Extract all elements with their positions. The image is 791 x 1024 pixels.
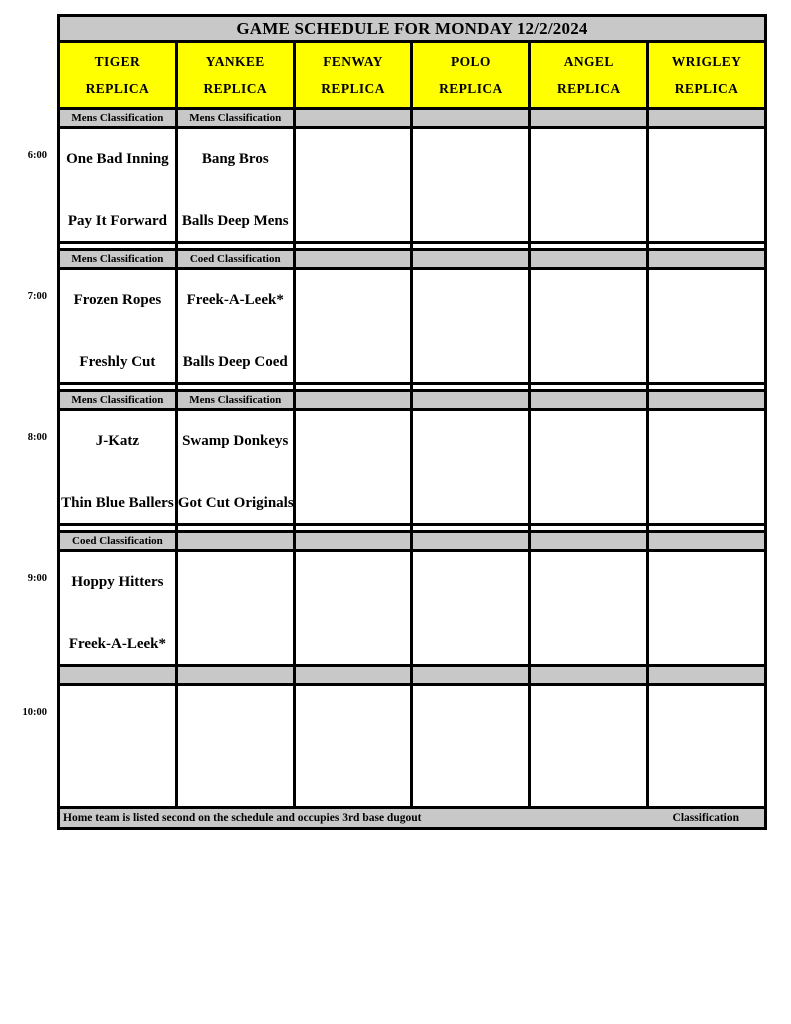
classification-cell	[60, 667, 178, 683]
game-cell	[649, 129, 767, 241]
classification-cell: Mens Classification	[60, 392, 178, 408]
game-cell	[60, 129, 178, 241]
game-cell	[531, 270, 649, 382]
game-cell	[60, 552, 178, 664]
game-cell	[296, 270, 414, 382]
game-cell	[296, 552, 414, 664]
footer-cell	[60, 809, 767, 827]
classification-cell	[296, 110, 414, 126]
classification-cell	[296, 392, 414, 408]
game-cell	[413, 411, 531, 523]
game-row	[57, 267, 767, 382]
classification-cell	[413, 533, 531, 549]
game-cell	[413, 686, 531, 806]
game-cell	[296, 686, 414, 806]
game-cell	[531, 411, 649, 523]
field-name: ANGEL	[563, 53, 614, 69]
time-label: 7:00	[27, 291, 47, 302]
classification-cell	[531, 251, 649, 267]
classification-cell	[413, 110, 531, 126]
field-header-polo	[413, 43, 531, 107]
classification-cell	[531, 533, 649, 549]
field-type: REPLICA	[85, 80, 150, 96]
field-name: POLO	[450, 53, 491, 69]
classification-cell	[649, 667, 767, 683]
field-name: TIGER	[94, 53, 141, 69]
game-cell	[413, 552, 531, 664]
time-label: 10:00	[22, 707, 47, 718]
classification-row	[57, 389, 767, 408]
classification-cell	[178, 667, 296, 683]
game-cell	[531, 552, 649, 664]
classification-cell: Mens Classification	[178, 392, 296, 408]
classification-cell	[296, 251, 414, 267]
game-cell	[60, 411, 178, 523]
game-cell	[649, 270, 767, 382]
classification-row	[57, 664, 767, 683]
classification-cell	[413, 251, 531, 267]
game-row	[57, 126, 767, 241]
classification-cell: Coed Classification	[178, 251, 296, 267]
away-team: Freek-A-Leek*	[186, 292, 284, 308]
home-team: Freshly Cut	[79, 354, 156, 370]
game-cell	[296, 129, 414, 241]
home-team: Thin Blue Ballers	[61, 495, 174, 511]
field-type: REPLICA	[674, 80, 739, 96]
classification-cell	[413, 392, 531, 408]
classification-cell	[649, 533, 767, 549]
home-team: Got Cut Originals	[177, 495, 294, 511]
classification-cell	[296, 667, 414, 683]
away-team: Hoppy Hitters	[71, 574, 164, 590]
classification-row	[57, 248, 767, 267]
classification-cell	[649, 392, 767, 408]
game-cell	[178, 552, 296, 664]
classification-cell	[531, 392, 649, 408]
game-cell	[649, 411, 767, 523]
game-cell	[531, 686, 649, 806]
field-type: REPLICA	[321, 80, 385, 96]
game-cell	[178, 270, 296, 382]
away-team: Swamp Donkeys	[182, 433, 289, 449]
field-header-yankee	[178, 43, 296, 107]
field-name: YANKEE	[205, 53, 265, 69]
game-cell	[178, 686, 296, 806]
home-team: Balls Deep Coed	[182, 354, 288, 370]
field-type: REPLICA	[556, 80, 621, 96]
game-cell	[178, 411, 296, 523]
classification-cell: Mens Classification	[60, 251, 178, 267]
game-row	[57, 549, 767, 664]
classification-cell	[413, 667, 531, 683]
field-name: FENWAY	[323, 53, 383, 69]
classification-cell	[296, 533, 414, 549]
spacer-row	[57, 523, 767, 530]
page-title: GAME SCHEDULE FOR MONDAY 12/2/2024	[60, 17, 767, 40]
classification-cell	[531, 110, 649, 126]
classification-cell	[178, 533, 296, 549]
field-type: REPLICA	[203, 80, 268, 96]
game-cell	[178, 129, 296, 241]
game-cell	[531, 129, 649, 241]
classification-cell	[649, 251, 767, 267]
game-row	[57, 408, 767, 523]
game-cell	[649, 686, 767, 806]
home-team: Balls Deep Mens	[181, 213, 289, 229]
game-cell	[60, 686, 178, 806]
time-label: 9:00	[27, 573, 47, 584]
game-cell	[60, 270, 178, 382]
field-name: WRIGLEY	[671, 53, 742, 69]
footer-bar	[57, 806, 767, 830]
footer-classification-label: Classification	[672, 812, 739, 824]
spacer-row	[57, 241, 767, 248]
classification-cell	[649, 110, 767, 126]
away-team: Frozen Ropes	[73, 292, 162, 308]
game-cell	[296, 411, 414, 523]
field-header-row	[57, 40, 767, 107]
classification-row	[57, 107, 767, 126]
game-cell	[413, 270, 531, 382]
game-row	[57, 683, 767, 806]
away-team: J-Katz	[95, 433, 140, 449]
game-cell	[413, 129, 531, 241]
schedule-table	[57, 14, 767, 830]
footer-note: Home team is listed second on the schedule and occupies 3rd base dugout	[63, 812, 422, 824]
home-team: Pay It Forward	[67, 213, 167, 229]
away-team: Bang Bros	[201, 151, 269, 167]
title-bar	[57, 14, 767, 40]
field-header-fenway	[296, 43, 414, 107]
game-cell	[649, 552, 767, 664]
classification-cell: Mens Classification	[178, 110, 296, 126]
field-type: REPLICA	[439, 80, 503, 96]
classification-row	[57, 530, 767, 549]
classification-cell: Mens Classification	[60, 110, 178, 126]
classification-cell: Coed Classification	[60, 533, 178, 549]
field-header-tiger	[60, 43, 178, 107]
time-label: 8:00	[27, 432, 47, 443]
spacer-row	[57, 382, 767, 389]
field-header-wrigley	[649, 43, 767, 107]
away-team: One Bad Inning	[66, 151, 169, 167]
classification-cell	[531, 667, 649, 683]
time-label: 6:00	[27, 150, 47, 161]
field-header-angel	[531, 43, 649, 107]
home-team: Freek-A-Leek*	[68, 636, 167, 652]
